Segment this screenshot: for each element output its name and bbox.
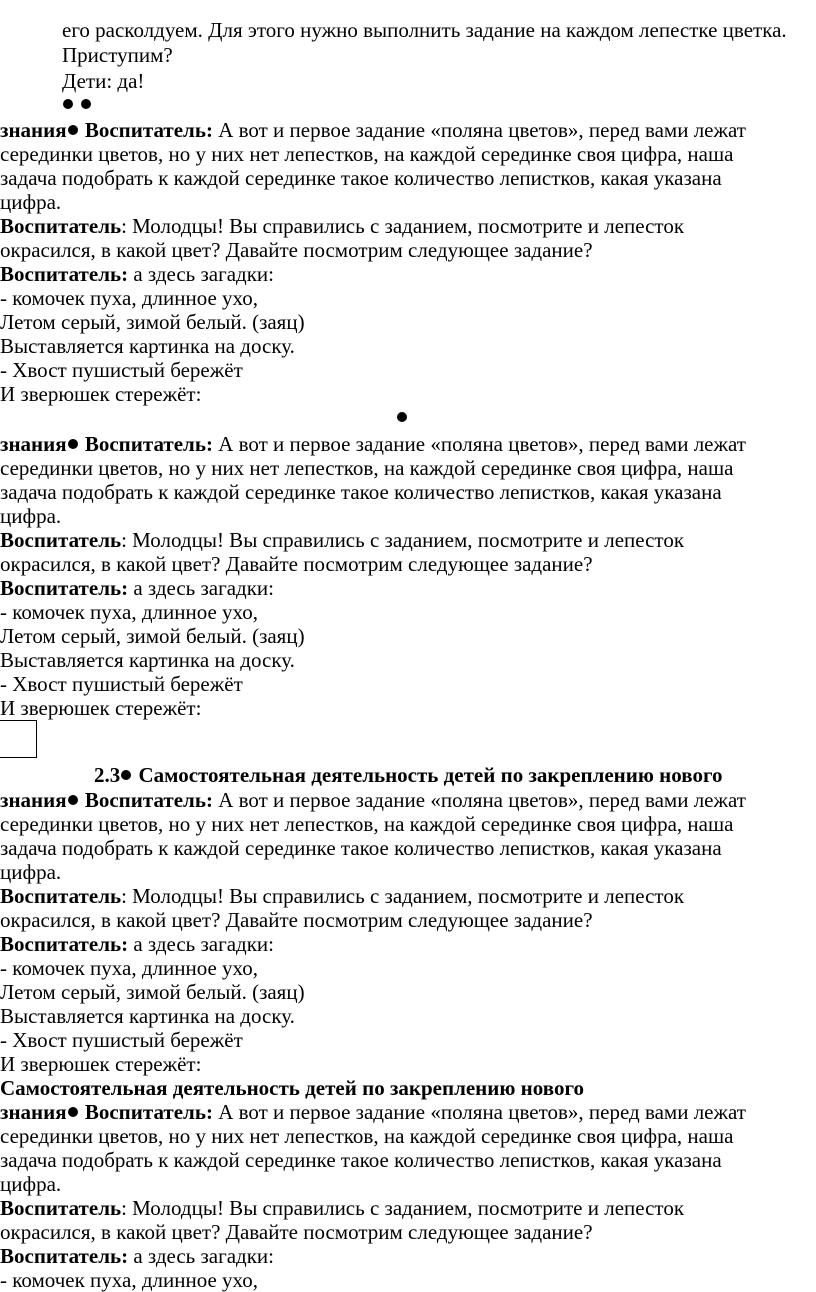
text: а здесь загадки: xyxy=(128,1244,275,1268)
section-title: Самостоятельная деятельность детей по закреплению нового xyxy=(0,1076,584,1100)
paragraph-line: серединки цветов, но у них нет лепестков, на каждой серединке своя цифра, наша xyxy=(0,1124,734,1148)
text: а здесь загадки: xyxy=(128,576,275,600)
section-heading xyxy=(0,1076,584,1100)
bullet-dot-icon xyxy=(68,439,78,449)
bullet-dot-icon xyxy=(81,99,91,109)
paragraph-line: цифра. xyxy=(0,190,62,214)
section-title: Самостоятельная деятельность детей по закреплению нового xyxy=(133,763,723,787)
section-heading xyxy=(94,763,722,787)
paragraph-line xyxy=(0,884,684,908)
paragraph-line xyxy=(0,528,684,552)
paragraph-line xyxy=(0,932,274,956)
paragraph-line: - комочек пуха, длинное ухо, xyxy=(0,956,258,980)
text: а здесь загадки: xyxy=(128,932,275,956)
speaker-label: Воспитатель: xyxy=(84,1100,213,1124)
znaniya-word: знания xyxy=(0,788,67,812)
paragraph-line: задача подобрать к каждой серединке такое количество лепистков, какая указана xyxy=(0,1148,722,1172)
speaker-label: Воспитатель xyxy=(0,1196,122,1220)
paragraph-line: - Хвост пушистый бережёт xyxy=(0,1028,243,1052)
paragraph-line: окрасился, в какой цвет? Давайте посмотрим следующее задание? xyxy=(0,1220,593,1244)
text: : Молодцы! Вы справились с заданием, посмотрите и лепесток xyxy=(121,214,685,238)
intro-line: его расколдуем. Для этого нужно выполнить задание на каждом лепестке цветка. xyxy=(62,18,787,42)
paragraph-line: - комочек пуха, длинное ухо, xyxy=(0,286,258,310)
paragraph-line: цифра. xyxy=(0,860,62,884)
paragraph-line xyxy=(0,432,746,456)
paragraph-line: цифра. xyxy=(0,504,62,528)
paragraph-line: Летом серый, зимой белый. (заяц) xyxy=(0,310,305,334)
speaker-label: Воспитатель: xyxy=(0,576,129,600)
paragraph-line: - комочек пуха, длинное ухо, xyxy=(0,1268,258,1292)
bullet-marks xyxy=(62,92,93,116)
paragraph-line: - Хвост пушистый бережёт xyxy=(0,672,243,696)
paragraph-line xyxy=(0,1100,746,1124)
text: : Молодцы! Вы справились с заданием, посмотрите и лепесток xyxy=(121,884,685,908)
paragraph-line: И зверюшек стережёт: xyxy=(0,696,202,720)
speaker-label: Воспитатель: xyxy=(0,932,129,956)
paragraph-line: окрасился, в какой цвет? Давайте посмотрим следующее задание? xyxy=(0,238,593,262)
speaker-label: Воспитатель: xyxy=(84,432,213,456)
text: : Молодцы! Вы справились с заданием, посмотрите и лепесток xyxy=(121,1196,685,1220)
bullet-dot-icon xyxy=(121,770,131,780)
intro-line: Дети: да! xyxy=(62,69,145,93)
paragraph-line xyxy=(0,576,274,600)
paragraph-line: Летом серый, зимой белый. (заяц) xyxy=(0,624,305,648)
paragraph-line: - Хвост пушистый бережёт xyxy=(0,358,243,382)
paragraph-line: серединки цветов, но у них нет лепестков, на каждой серединке своя цифра, наша xyxy=(0,456,734,480)
bullet-dot-icon xyxy=(68,795,78,805)
paragraph-line xyxy=(0,1244,274,1268)
empty-image-placeholder xyxy=(0,720,37,758)
znaniya-word: знания xyxy=(0,432,67,456)
paragraph-line: И зверюшек стережёт: xyxy=(0,382,202,406)
speaker-label: Воспитатель xyxy=(0,884,122,908)
paragraph-line: серединки цветов, но у них нет лепестков, на каждой серединке своя цифра, наша xyxy=(0,142,734,166)
speaker-label: Воспитатель xyxy=(0,528,122,552)
paragraph-line xyxy=(0,118,746,142)
paragraph-line: Летом серый, зимой белый. (заяц) xyxy=(0,980,305,1004)
text: а здесь загадки: xyxy=(128,262,275,286)
speaker-label: Воспитатель: xyxy=(84,118,213,142)
paragraph-line: окрасился, в какой цвет? Давайте посмотрим следующее задание? xyxy=(0,908,593,932)
bullet-dot-icon xyxy=(63,99,73,109)
bullet-dot-icon xyxy=(68,1107,78,1117)
bullet-marks xyxy=(396,405,409,429)
paragraph-line: задача подобрать к каждой серединке такое количество лепистков, какая указана xyxy=(0,166,722,190)
text: А вот и первое задание «поляна цветов», перед вами лежат xyxy=(212,788,746,812)
paragraph-line: серединки цветов, но у них нет лепестков, на каждой серединке своя цифра, наша xyxy=(0,812,734,836)
paragraph-line: Выставляется картинка на доску. xyxy=(0,1004,295,1028)
bullet-dot-icon xyxy=(68,125,78,135)
bullet-dot-icon xyxy=(397,412,407,422)
znaniya-word: знания xyxy=(0,1100,67,1124)
paragraph-line xyxy=(0,788,746,812)
text: А вот и первое задание «поляна цветов», перед вами лежат xyxy=(212,118,746,142)
speaker-label: Воспитатель: xyxy=(0,1244,129,1268)
speaker-label: Воспитатель: xyxy=(0,262,129,286)
text: : Молодцы! Вы справились с заданием, посмотрите и лепесток xyxy=(121,528,685,552)
paragraph-line: Выставляется картинка на доску. xyxy=(0,334,295,358)
text: А вот и первое задание «поляна цветов», перед вами лежат xyxy=(212,432,746,456)
paragraph-line: цифра. xyxy=(0,1172,62,1196)
znaniya-word: знания xyxy=(0,118,67,142)
paragraph-line: И зверюшек стережёт: xyxy=(0,1052,202,1076)
paragraph-line: окрасился, в какой цвет? Давайте посмотрим следующее задание? xyxy=(0,552,593,576)
paragraph-line: задача подобрать к каждой серединке такое количество лепистков, какая указана xyxy=(0,480,722,504)
text: А вот и первое задание «поляна цветов», перед вами лежат xyxy=(212,1100,746,1124)
speaker-label: Воспитатель: xyxy=(84,788,213,812)
speaker-label: Воспитатель xyxy=(0,214,122,238)
paragraph-line: - комочек пуха, длинное ухо, xyxy=(0,600,258,624)
paragraph-line xyxy=(0,1196,684,1220)
section-number: 2.3 xyxy=(94,763,121,787)
paragraph-line xyxy=(0,214,684,238)
paragraph-line: задача подобрать к каждой серединке такое количество лепистков, какая указана xyxy=(0,836,722,860)
intro-line: Приступим? xyxy=(62,43,173,67)
paragraph-line: Выставляется картинка на доску. xyxy=(0,648,295,672)
paragraph-line xyxy=(0,262,274,286)
